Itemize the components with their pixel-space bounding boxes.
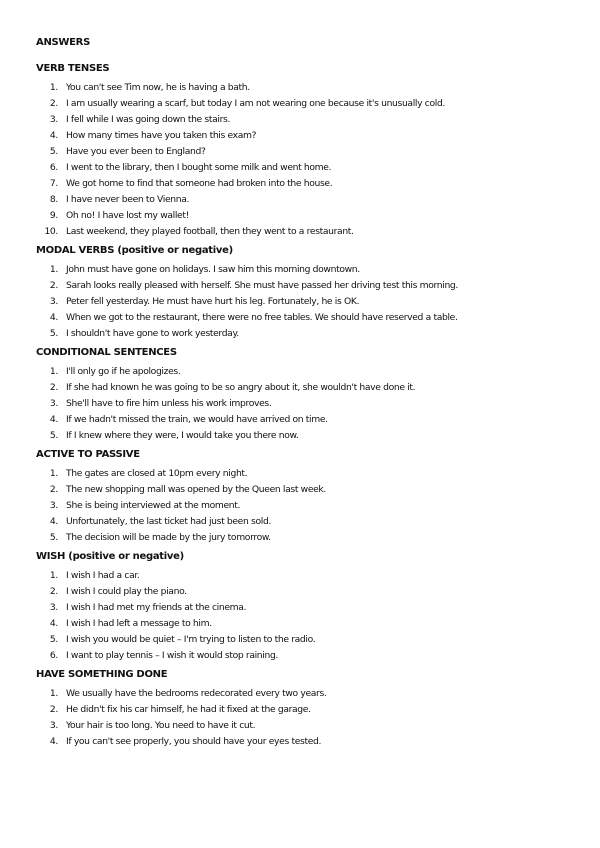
- answer-list: [36, 80, 566, 240]
- item-text: He didn't fix his car himself, he had it fixed at the garage.: [66, 704, 311, 715]
- answer-item: [36, 734, 566, 750]
- section-heading: WISH (positive or negative): [36, 551, 184, 562]
- answer-item: [36, 396, 566, 412]
- answer-item: [36, 412, 566, 428]
- item-number: 10.: [44, 226, 58, 237]
- item-number: 3.: [49, 602, 58, 613]
- item-number: 4.: [49, 130, 58, 141]
- answer-item: [36, 648, 566, 664]
- item-number: 3.: [49, 114, 58, 125]
- item-number: 3.: [49, 720, 58, 731]
- item-text: We got home to find that someone had broken into the house.: [66, 178, 333, 189]
- section-heading: HAVE SOMETHING DONE: [36, 669, 168, 680]
- item-text: The new shopping mall was opened by the Queen last week.: [66, 484, 326, 495]
- answer-item: [36, 294, 566, 310]
- section-heading: MODAL VERBS (positive or negative): [36, 245, 233, 256]
- answer-item: [36, 364, 566, 380]
- answer-item: [36, 224, 566, 240]
- answer-list: [36, 466, 566, 546]
- answer-list: [36, 568, 566, 664]
- answer-item: [36, 466, 566, 482]
- item-number: 1.: [49, 366, 58, 377]
- item-text: I shouldn't have gone to work yesterday.: [66, 328, 239, 339]
- item-text: John must have gone on holidays. I saw him this morning downtown.: [66, 264, 360, 275]
- item-text: I'll only go if he apologizes.: [66, 366, 181, 377]
- item-text: If I knew where they were, I would take you there now.: [66, 430, 299, 441]
- section: [36, 668, 566, 750]
- item-text: I wish I had met my friends at the cinema.: [66, 602, 247, 613]
- answer-item: [36, 702, 566, 718]
- item-number: 4.: [49, 516, 58, 527]
- item-text: I am usually wearing a scarf, but today I am not wearing one because it's unusually cold.: [66, 98, 445, 109]
- answer-item: [36, 310, 566, 326]
- answer-item: [36, 262, 566, 278]
- item-text: We usually have the bedrooms redecorated every two years.: [66, 688, 327, 699]
- item-number: 2.: [49, 586, 58, 597]
- item-number: 5.: [49, 634, 58, 645]
- item-text: Have you ever been to England?: [66, 146, 206, 157]
- item-number: 4.: [49, 312, 58, 323]
- item-number: 3.: [49, 398, 58, 409]
- item-number: 4.: [49, 414, 58, 425]
- item-text: I want to play tennis – I wish it would stop raining.: [66, 650, 278, 661]
- answer-item: [36, 718, 566, 734]
- item-text: I wish I had left a message to him.: [66, 618, 212, 629]
- item-number: 1.: [49, 264, 58, 275]
- answer-item: [36, 482, 566, 498]
- item-text: Unfortunately, the last ticket had just been sold.: [66, 516, 271, 527]
- section: [36, 550, 566, 664]
- item-text: I fell while I was going down the stairs.: [66, 114, 231, 125]
- answer-item: [36, 600, 566, 616]
- sections-container: [36, 62, 566, 750]
- section: [36, 62, 566, 240]
- item-number: 5.: [49, 430, 58, 441]
- answer-item: [36, 514, 566, 530]
- item-number: 8.: [49, 194, 58, 205]
- item-number: 3.: [49, 296, 58, 307]
- section-heading: ACTIVE TO PASSIVE: [36, 449, 140, 460]
- item-number: 1.: [49, 570, 58, 581]
- answer-item: [36, 278, 566, 294]
- item-number: 1.: [49, 468, 58, 479]
- item-text: When we got to the restaurant, there were no free tables. We should have reserved a table.: [66, 312, 458, 323]
- item-text: She is being interviewed at the moment.: [66, 500, 241, 511]
- item-text: If you can't see properly, you should have your eyes tested.: [66, 736, 322, 747]
- item-text: I have never been to Vienna.: [66, 194, 190, 205]
- section: [36, 346, 566, 444]
- answer-item: [36, 80, 566, 96]
- answer-list: [36, 262, 566, 342]
- item-text: If we hadn't missed the train, we would have arrived on time.: [66, 414, 328, 425]
- answer-sheet: [36, 36, 566, 754]
- item-number: 6.: [49, 650, 58, 661]
- item-number: 5.: [49, 146, 58, 157]
- section-heading: CONDITIONAL SENTENCES: [36, 347, 177, 358]
- answer-item: [36, 380, 566, 396]
- answer-item: [36, 568, 566, 584]
- item-text: Last weekend, they played football, then they went to a restaurant.: [66, 226, 354, 237]
- item-text: I went to the library, then I bought some milk and went home.: [66, 162, 332, 173]
- answer-list: [36, 686, 566, 750]
- item-number: 6.: [49, 162, 58, 173]
- item-number: 3.: [49, 500, 58, 511]
- item-number: 5.: [49, 532, 58, 543]
- item-number: 1.: [49, 688, 58, 699]
- item-number: 2.: [49, 280, 58, 291]
- item-text: If she had known he was going to be so angry about it, she wouldn't have done it.: [66, 382, 416, 393]
- item-number: 5.: [49, 328, 58, 339]
- item-number: 9.: [49, 210, 58, 221]
- item-number: 1.: [49, 82, 58, 93]
- answer-item: [36, 112, 566, 128]
- item-text: Oh no! I have lost my wallet!: [66, 210, 189, 221]
- item-text: Sarah looks really pleased with herself. She must have passed her driving test this morning.: [66, 280, 458, 291]
- item-text: How many times have you taken this exam?: [66, 130, 257, 141]
- answer-item: [36, 428, 566, 444]
- item-number: 2.: [49, 704, 58, 715]
- document-title: ANSWERS: [36, 37, 90, 48]
- answer-item: [36, 616, 566, 632]
- answer-item: [36, 498, 566, 514]
- answer-item: [36, 192, 566, 208]
- answer-item: [36, 96, 566, 112]
- item-number: 2.: [49, 98, 58, 109]
- answer-item: [36, 584, 566, 600]
- answer-list: [36, 364, 566, 444]
- item-number: 4.: [49, 618, 58, 629]
- answer-item: [36, 128, 566, 144]
- item-number: 2.: [49, 382, 58, 393]
- item-number: 4.: [49, 736, 58, 747]
- item-text: The gates are closed at 10pm every night.: [66, 468, 248, 479]
- answer-item: [36, 176, 566, 192]
- answer-item: [36, 160, 566, 176]
- item-text: Peter fell yesterday. He must have hurt his leg. Fortunately, he is OK.: [66, 296, 360, 307]
- section-heading: VERB TENSES: [36, 63, 110, 74]
- answer-item: [36, 632, 566, 648]
- item-number: 2.: [49, 484, 58, 495]
- item-text: The decision will be made by the jury tomorrow.: [66, 532, 271, 543]
- item-text: Your hair is too long. You need to have it cut.: [66, 720, 256, 731]
- answer-item: [36, 686, 566, 702]
- answer-item: [36, 208, 566, 224]
- item-number: 7.: [49, 178, 58, 189]
- answer-item: [36, 530, 566, 546]
- answer-item: [36, 144, 566, 160]
- answer-item: [36, 326, 566, 342]
- item-text: You can't see Tim now, he is having a bath.: [66, 82, 250, 93]
- section: [36, 244, 566, 342]
- item-text: She'll have to fire him unless his work improves.: [66, 398, 272, 409]
- section: [36, 448, 566, 546]
- item-text: I wish you would be quiet – I'm trying to listen to the radio.: [66, 634, 316, 645]
- item-text: I wish I had a car.: [66, 570, 140, 581]
- item-text: I wish I could play the piano.: [66, 586, 187, 597]
